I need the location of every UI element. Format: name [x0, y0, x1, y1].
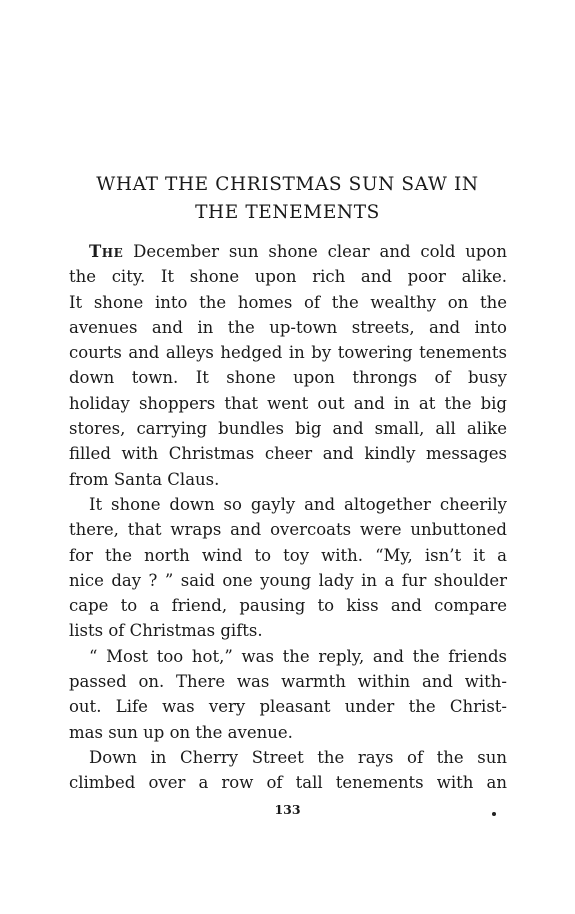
text-line: “ Most too hot,” was the reply, and the friends	[89, 646, 507, 666]
page-number: 133	[274, 802, 301, 817]
chapter-title-line-1: WHAT THE CHRISTMAS SUN SAW IN	[96, 174, 479, 195]
drop-lead-word: The	[89, 242, 124, 261]
chapter-title-line-2: THE TENEMENTS	[195, 202, 380, 223]
print-speck	[492, 812, 496, 816]
text-line: mas sun up on the avenue.	[69, 722, 293, 742]
text-line: courts and alleys hedged in by towering tenements	[69, 343, 507, 363]
text-line: stores, carrying bundles big and small, all alike	[69, 419, 507, 439]
text-fragment: December sun shone clear and cold upon	[123, 242, 507, 261]
text-line: passed on. There was warmth within and with-	[69, 672, 507, 692]
text-line: Down in Cherry Street the rays of the sun	[89, 747, 507, 767]
text-line: avenues and in the up-town streets, and into	[69, 317, 507, 337]
text-line: nice day ? ” said one young lady in a fur shoulder	[69, 570, 507, 590]
chapter-body	[69, 239, 507, 796]
text-line: cape to a friend, pausing to kiss and compare	[69, 596, 507, 616]
text-line: climbed over a row of tall tenements with an	[69, 773, 507, 793]
text-line: the city. It shone upon rich and poor alike.	[69, 267, 507, 287]
text-line: It shone down so gayly and altogether cheerily	[89, 494, 507, 514]
text-line	[69, 239, 507, 264]
text-line: down town. It shone upon throngs of busy	[69, 368, 507, 388]
text-line: there, that wraps and overcoats were unbuttoned	[69, 520, 507, 540]
text-line: lists of Christmas gifts.	[69, 621, 263, 641]
text-line: from Santa Claus.	[69, 469, 220, 489]
text-line: for the north wind to toy with. “My, isn’t it a	[69, 545, 507, 565]
text-line: out. Life was very pleasant under the Christ-	[69, 697, 507, 717]
text-line: It shone into the homes of the wealthy on the	[69, 292, 507, 312]
text-line: filled with Christmas cheer and kindly messages	[69, 444, 507, 464]
text-line: holiday shoppers that went out and in at the big	[69, 393, 507, 413]
